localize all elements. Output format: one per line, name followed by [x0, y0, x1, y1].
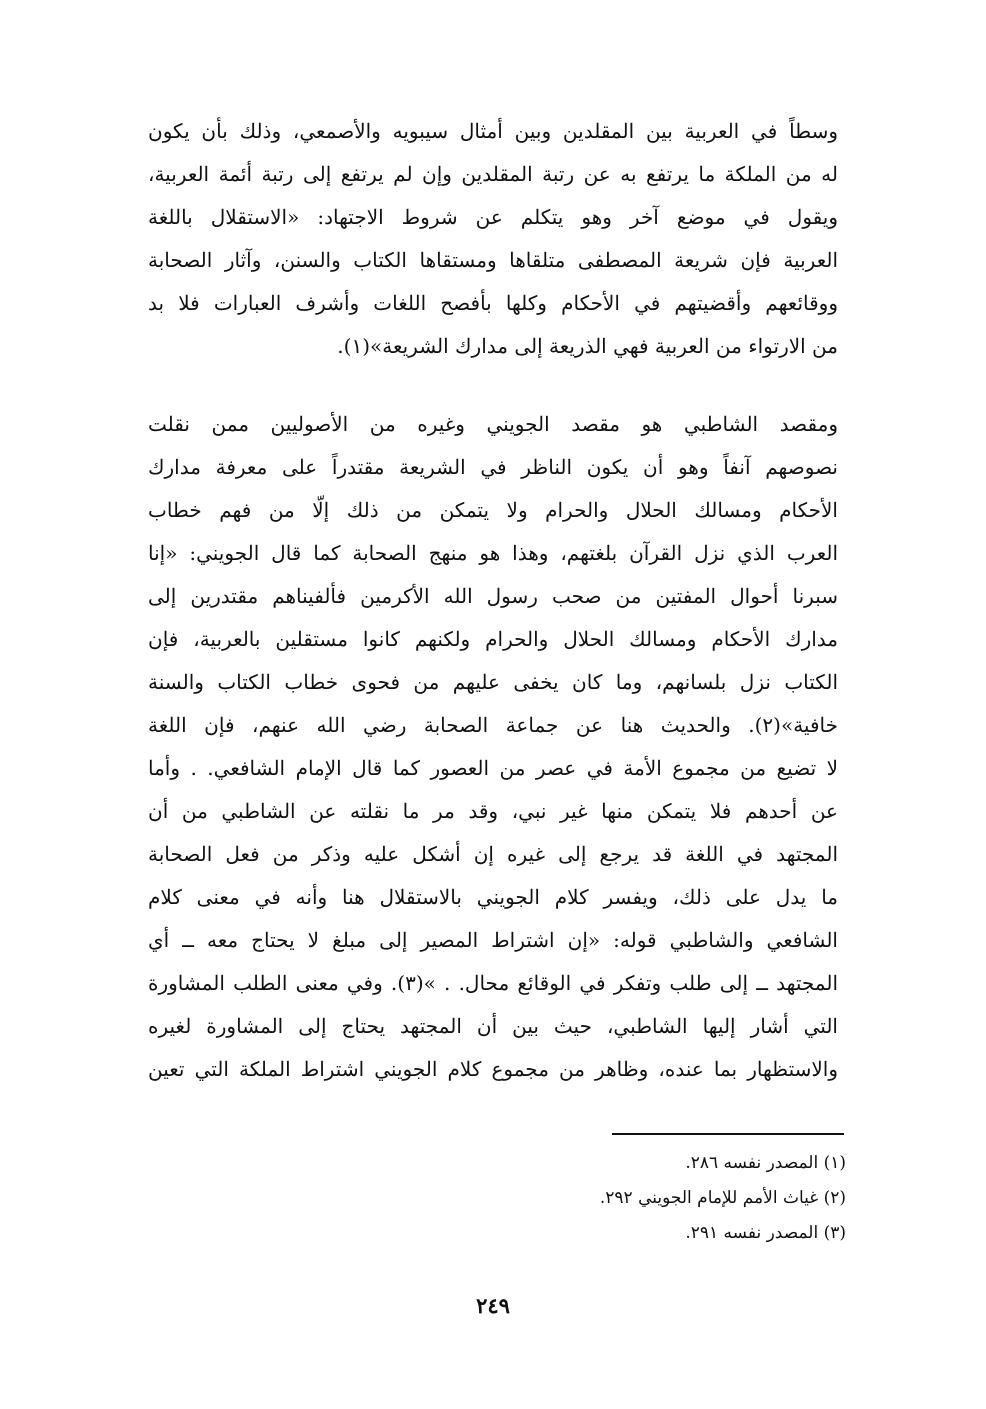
- paragraph-2: [148, 403, 838, 1091]
- text-line: عن أحدهم فلا يتمكن منها غير نبي، وقد مر ما نقلته عن الشاطبي من أن: [148, 799, 838, 823]
- text-line: لا تضيع من مجموع الأمة في عصر من العصور كما قال الإمام الشافعي. . وأما: [148, 756, 838, 780]
- text-line: الشافعي والشاطبي قوله: «إن اشتراط المصير إلى مبلغ لا يحتاج معه ــ أي: [148, 928, 838, 952]
- footnote-separator: [612, 1133, 844, 1135]
- text-line: الأحكام ومسالك الحلال والحرام ولا يتمكن من ذلك إلّا من فهم خطاب: [148, 498, 838, 522]
- text-line: العربية فإن شريعة المصطفى متلقاها ومستقاها الكتاب والسنن، وآثار الصحابة: [148, 248, 838, 272]
- text-line: سبرنا أحوال المفتين من صحب رسول الله الأكرمين فألفيناهم مقتدرين إلى: [148, 584, 838, 608]
- text-line: العرب الذي نزل القرآن بلغتهم، وهذا هو منهج الصحابة كما قال الجويني: «إنا: [148, 541, 838, 565]
- text-line: وسطاً في العربية بين المقلدين وبين أمثال سيبويه والأصمعي، وذلك بأن يكون: [148, 119, 838, 143]
- footnote-3: (٣) المصدر نفسه ٢٩١.: [685, 1223, 846, 1243]
- text-line: له من الملكة ما يرتفع به عن رتبة المقلدين وإن لم يرتفع إلى رتبة أئمة العربية،: [148, 162, 838, 186]
- text-line: المجتهد في اللغة قد يرجع إلى غيره إن أشكل عليه وذكر من فعل الصحابة: [148, 842, 838, 866]
- text-line: ما يدل على ذلك، ويفسر كلام الجويني بالاستقلال هنا وأنه في معنى كلام: [148, 885, 838, 909]
- text-line: ويقول في موضع آخر وهو يتكلم عن شروط الاجتهاد: «الاستقلال باللغة: [148, 205, 838, 229]
- text-line: مدارك الأحكام ومسالك الحلال والحرام ولكنهم كانوا مستقلين بالعربية، فإن: [148, 627, 838, 651]
- text-line: من الارتواء من العربية فهي الذريعة إلى مدارك الشريعة»(١).: [337, 334, 838, 358]
- paragraph-1: [148, 110, 838, 368]
- footnotes: [346, 1146, 846, 1251]
- text-line: ووقائعهم وأقضيتهم في الأحكام وكلها بأفصح اللغات وأشرف العبارات فلا بد: [148, 291, 838, 315]
- text-line: نصوصهم آنفاً وهو أن يكون الناظر في الشريعة مقتدراً على معرفة مدارك: [148, 455, 838, 479]
- text-line: ومقصد الشاطبي هو مقصد الجويني وغيره من الأصوليين ممن نقلت: [148, 412, 838, 436]
- footnote-1: (١) المصدر نفسه ٢٨٦.: [685, 1153, 846, 1173]
- text-line: والاستظهار بما عنده، وظاهر من مجموع كلام الجويني اشتراط الملكة التي تعين: [148, 1057, 838, 1081]
- page-number: ٢٤٩: [476, 1293, 510, 1318]
- footnote-2: (٢) غياث الأمم للإمام الجويني ٢٩٢.: [599, 1188, 846, 1208]
- text-line: التي أشار إليها الشاطبي، حيث بين أن المجتهد يحتاج إلى المشاورة لغيره: [148, 1014, 838, 1038]
- text-line: خافية»(٢). والحديث هنا عن جماعة الصحابة رضي الله عنهم، فإن اللغة: [148, 713, 838, 737]
- text-line: المجتهد ــ إلى طلب وتفكر في الوقائع محال. . »(٣). وفي معنى الطلب المشاورة: [148, 971, 838, 995]
- text-line: الكتاب نزل بلسانهم، وما كان يخفى عليهم من فحوى خطاب الكتاب والسنة: [148, 670, 838, 694]
